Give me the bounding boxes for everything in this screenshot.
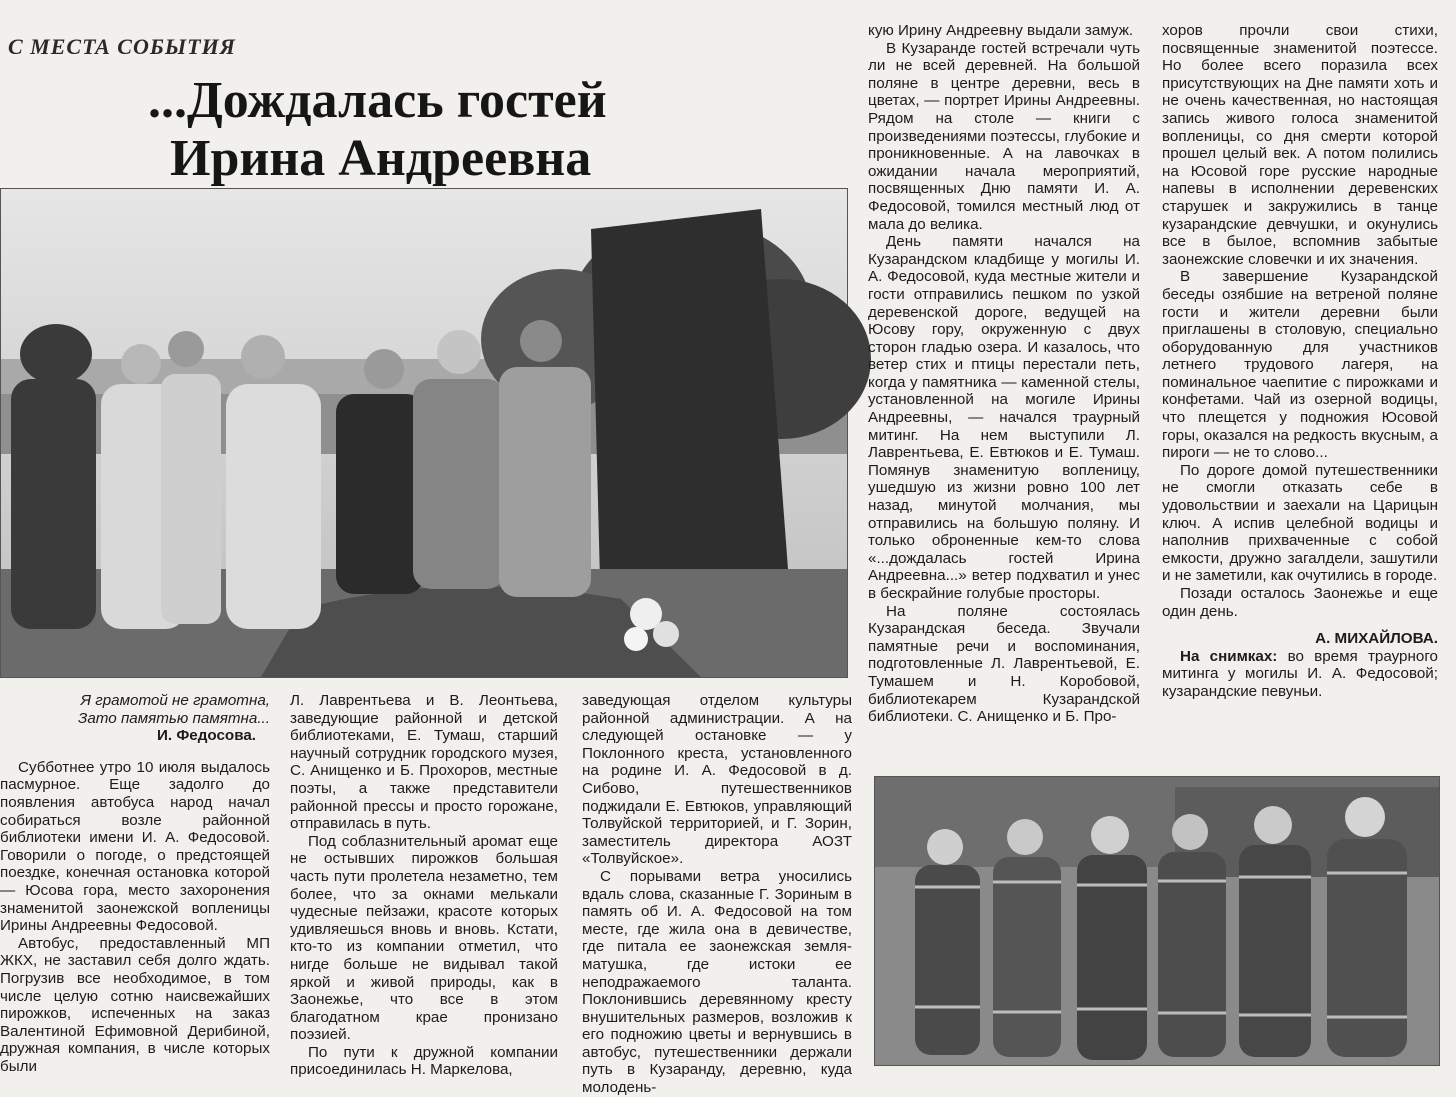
- article-column-5: [1162, 22, 1438, 762]
- photo-singers-image: [875, 777, 1439, 1065]
- article-column-3: [582, 692, 852, 1096]
- col2-paragraph-3: По пути к дружной компании присоединилась Н. Маркелова,: [290, 1043, 558, 1079]
- article-column-1: [0, 692, 270, 1096]
- col5-paragraph-2: В завершение Кузарандской беседы озябшие на ветреной поляне гости и жители деревни были приглашены в столовую, специально оборудованную для участников летнего трудового лагеря, на поминальное чаепитие с пирожками и конфетами. Чай из озерной водицы, что плещется у подножия Юсовой горы, оказался на редкость вкусным, а пироги — не то слово...: [1162, 268, 1438, 462]
- article-column-2: [290, 692, 558, 1096]
- col2-paragraph-1: Л. Лаврентьева и В. Леонтьева, заведующие районной и детской библиотеками, Е. Тумаш, старший научный сотрудник городского музея, С. Анищенко и Б. Прохоров, местные поэты, а также представители районной прессы и просто горожане, отправилась в путь.: [290, 692, 558, 833]
- col1-paragraph-2: Автобус, предоставленный МП ЖКХ, не заставил себя долго ждать. Погрузив все необходимое, в том числе целую сотню наисвежайших пирожков, испеченных на заказ Валентиной Ефимовной Дерибиной, дружная компания, в числе которых были: [0, 934, 270, 1075]
- col4-paragraph-4: На поляне состоялась Кузарандская беседа. Звучали памятные речи и воспоминания, подготовленные Л. Лаврентьевой, Е. Тумашем и Н. Коробовой, библиотекарем Кузарандской библиотеки. С. Анищенко и Б. Про-: [868, 602, 1140, 726]
- article-column-4: [868, 22, 1140, 726]
- col3-paragraph-2: С порывами ветра уносились вдаль слова, сказанные Г. Зориным в память об И. А. Федосовой на том месте, где жила она в девичестве, где питала ее заонежская земля-матушка, где истоки ее неподражаемого таланта. Поклонившись деревянному кресту внушительных размеров, возложив к его подножию цветы и вернувшись в автобус, путешественники держали путь в Кузаранду, деревню, куда молодень-: [582, 867, 852, 1097]
- photo-memorial: [0, 188, 848, 678]
- col3-paragraph-1: заведующая отделом культуры районной администрации. А на следующей остановке — у Поклонного креста, установленного на родине И. А. Федосовой в д. Сибово, путешественников поджидали Е. Евтюков, управляющий Толвуйской территорией, и Г. Зорин, заместитель директора АОЗТ «Толвуйское».: [582, 692, 852, 868]
- col4-paragraph-1: кую Ирину Андреевну выдали замуж.: [868, 22, 1134, 39]
- col5-paragraph-3: По дороге домой путешественники не смогли отказать себе в удовольствии и заехали на Царицын ключ. А испив целебной водицы и наполнив прихваченные с собой емкости, дружно загалдели, зашутили и не заметили, как очутились в городе.: [1162, 461, 1438, 585]
- headline-line-1: ...Дождалась гостей: [148, 72, 607, 129]
- headline-line-2: Ирина Андреевна: [170, 130, 592, 187]
- col1-paragraph-1: Субботнее утро 10 июля выдалось пасмурное. Еще задолго до появления автобуса народ начал собираться возле районной библиотеки имени И. А. Федосовой. Говорили о погоде, о предстоящей поездке, конечная остановка которой — Юсова гора, место захоронения знаменитой заонежской вопленицы Ирины Андреевны Федосовой.: [0, 758, 270, 935]
- col5-paragraph-4: Позади осталось Заонежье и еще один день.: [1162, 585, 1438, 620]
- epigraph-line-1: Я грамотой не грамотна,: [80, 692, 270, 709]
- article-byline: А. МИХАЙЛОВА.: [1315, 630, 1438, 648]
- photo-caption: [1162, 648, 1438, 701]
- col5-paragraph-1: хоров прочли свои стихи, посвященные знаменитой поэтессе. Но более всего поразила всех присутствующих на Дне памяти хоть и не очень качественная, но настоящая запись живого голоса знаменитой вопленицы, со дня смерти которой прошел целый век. А потом полились на Юсовой горе русские народные напевы в исполнении деревенских старушек и закружились в танце кузарандские девчушки, и окунулись все в былое, вспомнив забытые заонежские словечки и их значения.: [1162, 22, 1438, 268]
- article-headline: [148, 72, 848, 188]
- photo-caption-label: На снимках:: [1180, 647, 1278, 665]
- photo-singers: [874, 776, 1440, 1066]
- photo-memorial-image: [1, 189, 847, 677]
- photo-caption-text: во время траурного митинга у могилы И. А. Федосовой; кузарандские певуньи.: [1162, 647, 1438, 700]
- col4-paragraph-2: В Кузаранде гостей встречали чуть ли не всей деревней. На большой поляне в центре деревни, весь в цветах, — портрет Ирины Андреевны. Рядом на столе — книги с произведениями поэтессы, глубокие и проникновенные. А на лавочках в ожидании начала мероприятий, посвященных Дню памяти И. А. Федосовой, томился местный люд от мала до велика.: [868, 39, 1140, 233]
- col2-paragraph-2: Под соблазнительный аромат еще не остывших пирожков большая часть пути пролетела незаметно, тем более, что за окнами мелькали чудесные пейзажи, красоте которых удивляешься вновь и вновь. Кстати, кто-то из компании отметил, что нигде больше не видывал такой яркой и живой природы, как в Заонежье, что все в этом благодатном крае пронизано поэзией.: [290, 832, 558, 1044]
- col4-paragraph-3: День памяти начался на Кузарандском кладбище у могилы И. А. Федосовой, куда местные жители и гости отправились пешком по узкой деревенской дороге, ведущей на Юсову гору, окруженную с двух сторон гладью озера. И казалось, что ветер стих и птицы перестали петь, когда у памятника — каменной стелы, установленной на могиле Ирины Андреевны, — начался траурный митинг. На нем выступили Л. Лаврентьева, Е. Евтюков и Е. Тумаш. Помянув знаменитую вопленицу, ушедшую из жизни ровно 100 лет назад, минутой молчания, мы отправились на большую поляну. И только оброненные кем-то слова «...дождалась гостей Ирина Андреевна...» ветер подхватил и унес в бескрайние голубые просторы.: [868, 233, 1140, 602]
- section-rubric: С МЕСТА СОБЫТИЯ: [8, 34, 236, 59]
- epigraph-author: И. Федосова.: [156, 727, 256, 745]
- epigraph-line-2: Зато памятью памятна...: [78, 709, 270, 727]
